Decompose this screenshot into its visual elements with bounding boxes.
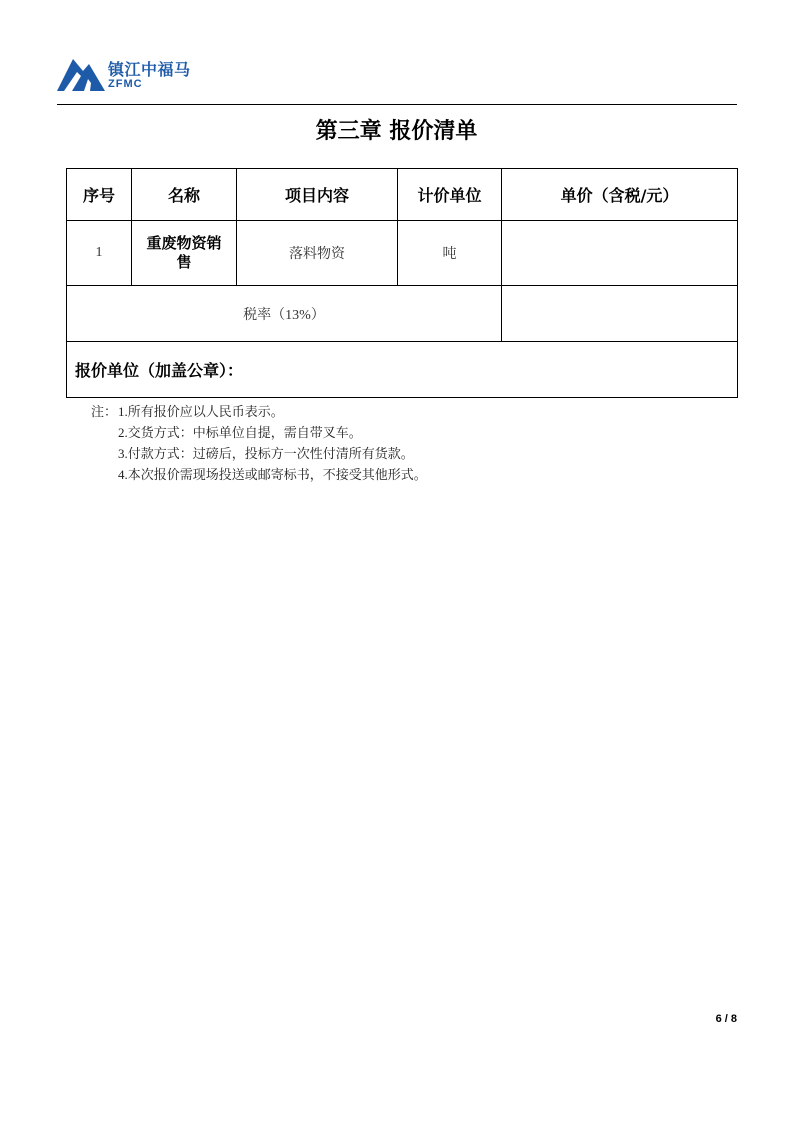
note-item: 1.所有报价应以人民币表示。 <box>118 404 284 419</box>
header-content: 项目内容 <box>237 169 398 221</box>
tax-rate-label: 税率（13%） <box>67 286 502 342</box>
header-divider <box>57 104 737 105</box>
page-number: 6 / 8 <box>715 1013 737 1025</box>
bidder-label: 报价单位（加盖公章）： <box>67 342 738 398</box>
bidder-row <box>67 342 738 398</box>
header-price: 单价（含税/元） <box>502 169 738 221</box>
cell-no: 1 <box>67 221 132 286</box>
company-logo <box>57 55 197 93</box>
header-name: 名称 <box>132 169 237 221</box>
notes-prefix: 注： <box>91 404 118 419</box>
note-item: 3.付款方式：过磅后，投标方一次性付清所有货款。 <box>118 446 414 461</box>
table-header-row <box>67 169 738 221</box>
page-title: 第三章 报价清单 <box>315 119 478 144</box>
logo-name-en: ZFMC <box>108 78 143 90</box>
cell-name: 重废物资销售 <box>132 221 237 286</box>
note-item: 2.交货方式：中标单位自提，需自带叉车。 <box>118 425 362 440</box>
cell-price <box>502 221 738 286</box>
quote-table <box>66 168 738 398</box>
cell-content: 落料物资 <box>237 221 398 286</box>
note-item: 4.本次报价需现场投送或邮寄标书，不接受其他形式。 <box>118 467 427 482</box>
notes-section <box>91 401 427 485</box>
tax-rate-value <box>502 286 738 342</box>
mountain-logo-icon <box>57 57 105 91</box>
cell-unit: 吨 <box>398 221 502 286</box>
logo-name-cn: 镇江中福马 <box>108 60 191 79</box>
table-row <box>67 221 738 286</box>
tax-rate-row <box>67 286 738 342</box>
notes-list <box>118 401 427 485</box>
header-unit: 计价单位 <box>398 169 502 221</box>
header-no: 序号 <box>67 169 132 221</box>
